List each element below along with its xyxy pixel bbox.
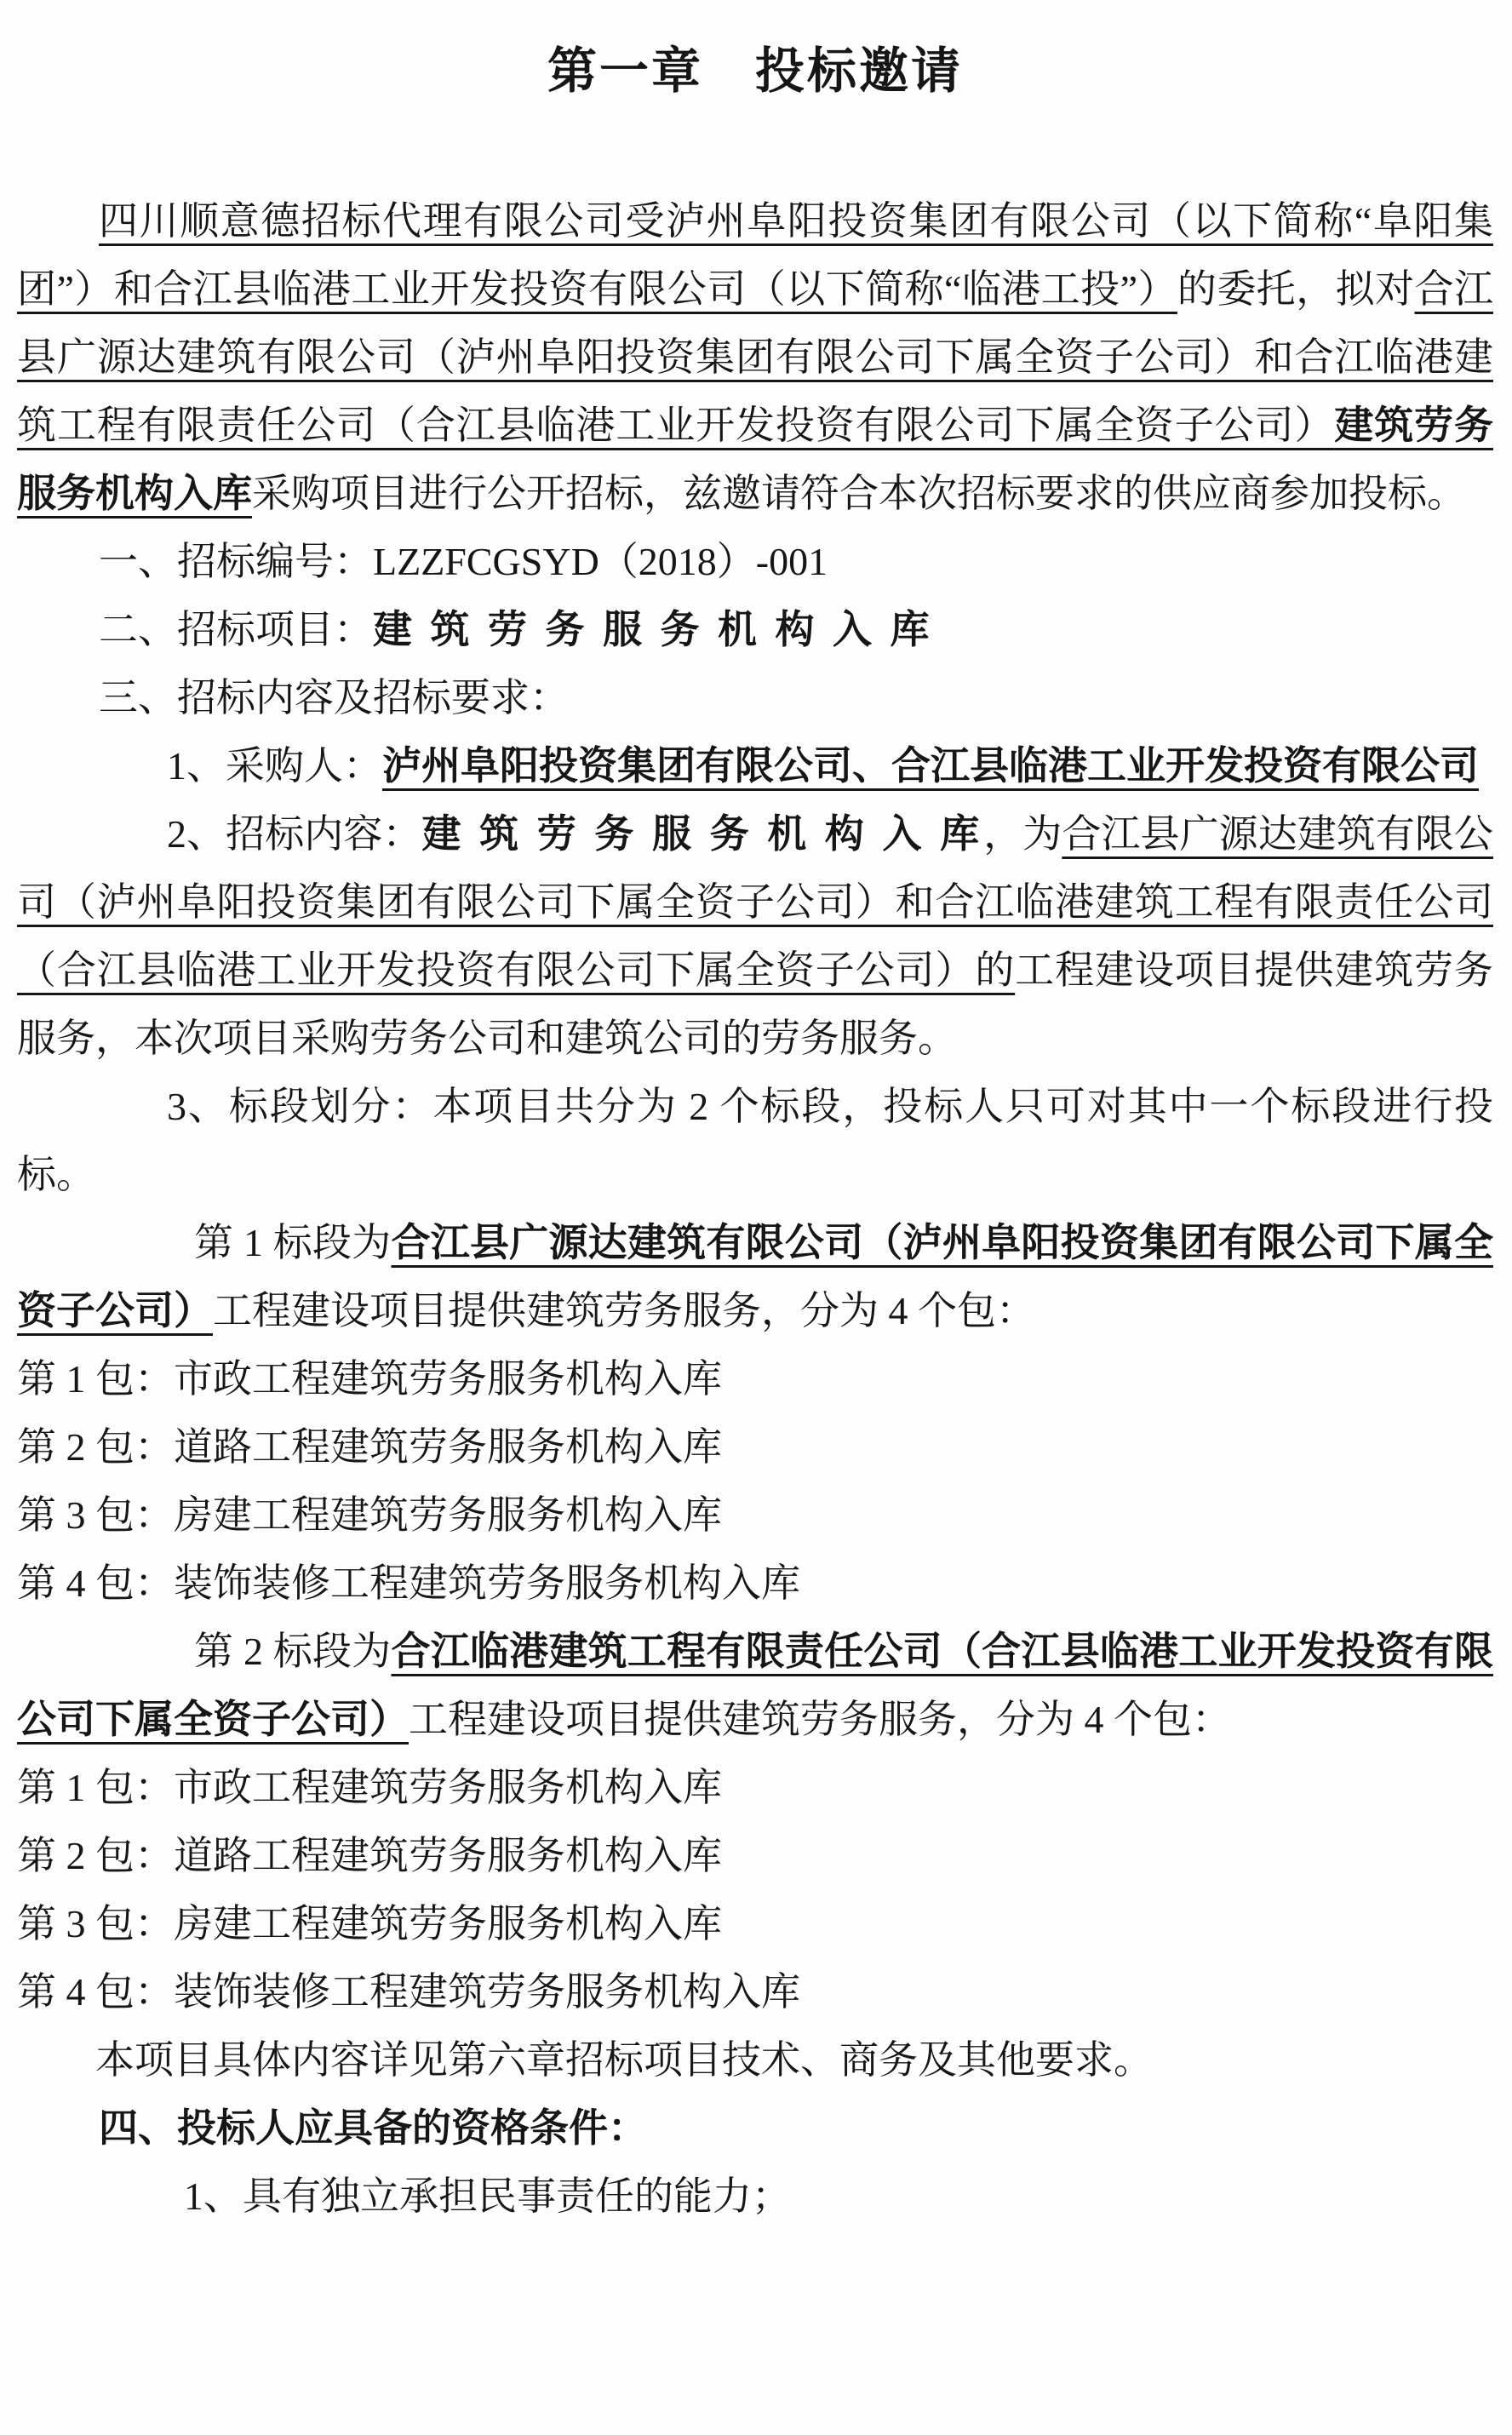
tender-number-label: 一、招标编号：	[99, 540, 373, 583]
entrust-word: 受	[625, 199, 667, 243]
lot-1-paragraph	[17, 1209, 1493, 1345]
intro-tail-text: 采购项目进行公开招标，兹邀请符合本次招标要求的供应商参加投标。	[252, 472, 1466, 515]
tender-number-value: LZZFCGSYD（2018）-001	[373, 540, 828, 583]
tender-content-mid-text: ，为	[983, 812, 1062, 856]
tender-content-target-names: 合江县广源达建筑有限公司（泸州阜阳投资集团有限公司下属全资子公司）和合江临港建筑工程有限责任公司（合江县临港工业开发投资有限公司下属全资子公司）的	[17, 812, 1494, 992]
lot-1-package-1: 第 1 包：市政工程建筑劳务服务机构入库	[17, 1357, 722, 1401]
qualification-item-1: 1、具有独立承担民事责任的能力；	[184, 2174, 791, 2218]
lot-2-paragraph	[17, 1618, 1493, 1754]
closing-reference-line: 本项目具体内容详见第六章招标项目技术、商务及其他要求。	[95, 2038, 1153, 2082]
intro-mid-text: 的委托，拟对	[1177, 267, 1415, 311]
intro-paragraph	[17, 187, 1493, 528]
section-tender-content-heading: 三、招标内容及招标要求：	[99, 676, 569, 719]
item-lot-division	[17, 1073, 1493, 1209]
tender-project-label: 二、招标项目：	[99, 608, 373, 651]
section-bidder-qualifications-heading: 四、投标人应具备的资格条件：	[99, 2106, 647, 2150]
project-name: 建筑劳务服务机构入库	[17, 404, 1494, 515]
purchaser-names: 泸州阜阳投资集团有限公司、合江县临港工业开发投资有限公司	[382, 744, 1479, 788]
lot-division-text: 本项目共分为 2 个标段，投标人只可对其中一个标段进行投标。	[17, 1085, 1494, 1196]
lot-2-company: 合江临港建筑工程有限责任公司（合江县临港工业开发投资有限公司下属全资子公司）	[17, 1630, 1494, 1741]
purchaser-label: 1、采购人：	[167, 744, 382, 788]
principal-company-names: 泸州阜阳投资集团有限公司（以下简称“阜阳集团”）和合江县临港工业开发投资有限公司（以下简称“临港工投”）	[17, 199, 1494, 311]
document-body	[17, 187, 1493, 2231]
lot-2-package-1: 第 1 包：市政工程建筑劳务服务机构入库	[17, 1766, 722, 1809]
item-purchaser	[17, 732, 1493, 800]
lot-1-package-4: 第 4 包：装饰装修工程建筑劳务服务机构入库	[17, 1561, 800, 1605]
lot-1-package-2: 第 2 包：道路工程建筑劳务服务机构入库	[17, 1425, 722, 1469]
lot-2-package-3: 第 3 包：房建工程建筑劳务服务机构入库	[17, 1902, 722, 1945]
lot-1-company: 合江县广源达建筑有限公司（泸州阜阳投资集团有限公司下属全资子公司）	[17, 1221, 1494, 1332]
agency-name: 四川顺意德招标代理有限公司	[99, 199, 626, 243]
tender-content-tail-text: 工程建设项目提供建筑劳务服务，本次项目采购劳务公司和建筑公司的劳务服务。	[17, 948, 1494, 1060]
tender-content-project-name: 建 筑 劳 务 服 务 机 构 入 库	[421, 812, 984, 856]
section-tender-project	[17, 596, 1493, 664]
tender-project-value: 建 筑 劳 务 服 务 机 构 入 库	[373, 608, 934, 651]
item-tender-content	[17, 800, 1493, 1073]
lot-2-prefix: 第 2 标段为	[194, 1630, 392, 1673]
target-company-names: 合江县广源达建筑有限公司（泸州阜阳投资集团有限公司下属全资子公司）和合江临港建筑工程有限责任公司（合江县临港工业开发投资有限公司下属全资子公司）	[17, 267, 1494, 447]
tender-content-label: 2、招标内容：	[167, 812, 422, 856]
lot-2-tail: 工程建设项目提供建筑劳务服务，分为 4 个包：	[409, 1698, 1231, 1741]
lot-1-tail: 工程建设项目提供建筑劳务服务，分为 4 个包：	[213, 1289, 1035, 1332]
section-tender-number	[17, 528, 1493, 596]
chapter-title: 第一章 投标邀请	[547, 43, 963, 99]
lot-1-prefix: 第 1 标段为	[194, 1221, 392, 1264]
lot-1-package-3: 第 3 包：房建工程建筑劳务服务机构入库	[17, 1493, 722, 1537]
lot-2-package-4: 第 4 包：装饰装修工程建筑劳务服务机构入库	[17, 1970, 800, 2014]
lot-2-package-2: 第 2 包：道路工程建筑劳务服务机构入库	[17, 1834, 722, 1877]
lot-division-label: 3、标段划分：	[167, 1085, 433, 1128]
